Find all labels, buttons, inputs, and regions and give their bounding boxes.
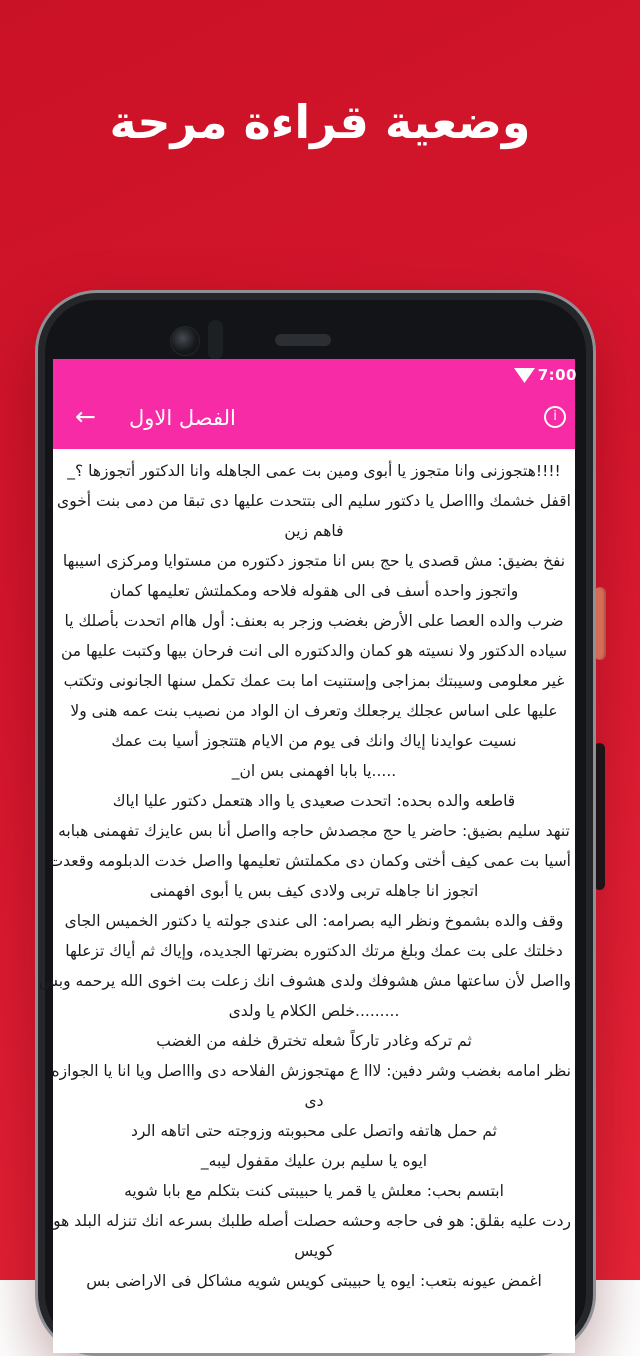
reader-line: ضرب والده العصا على الأرض بغضب وزجر به بعنف: أول هاام اتحدت بأصلك يا bbox=[64, 612, 564, 630]
reader-line: ايوه يا سليم برن عليك مقفول ليبه_ bbox=[200, 1152, 428, 1170]
reader-line: سياده الدكتور ولا نسيته هو كمان والدكتوره الى انت فرحان بيها وكتبت عليها من bbox=[60, 642, 567, 660]
reader-line: ردت عليه بقلق: هو فى حاجه وحشه حصلت أصله طلبك بسرعه انك تنزله البلد هو bbox=[53, 1212, 571, 1230]
status-bar bbox=[53, 359, 575, 387]
app-bar bbox=[53, 387, 575, 449]
reader-line: كويس bbox=[294, 1242, 334, 1260]
reader-line: دخلتك على بت عمك وبلغ مرتك الدكتوره بضرتها الجديده، وإياك ثم أياك تزعلها bbox=[65, 942, 563, 960]
reader-line: غير معلومى وسيبتك بمزاجى وإستنيت اما بت عمك تكمل سنها الجانونى وتكتب bbox=[63, 672, 565, 690]
reader-line: نفخ بضيق: مش قصدى يا حج بس انا متجوز دكتوره من مستوايا ومركزى اسيبها bbox=[62, 552, 566, 570]
reader-line: واتجوز واحده أسف فى الى هقوله فلاحه ومكملتش تعليمها كمان bbox=[109, 582, 519, 600]
info-button[interactable] bbox=[544, 406, 566, 428]
info-icon: i bbox=[553, 409, 557, 424]
app-bar-title: الفصل الاول bbox=[129, 406, 236, 430]
reader-line: أسيا بت عمى كيف أختى وكمان دى مكملتش تعليمها وااصل خدت الدبلومه وقعدت bbox=[48, 852, 571, 870]
reader-line: .....يا بابا افهمنى بس ان_ bbox=[231, 762, 397, 780]
earpiece-speaker-icon bbox=[275, 334, 331, 346]
phone-mockup bbox=[35, 290, 596, 1356]
reader-line: قاطعه والده بحده: اتحدت صعيدى يا وااد هتعمل دكتور عليا اياك bbox=[112, 792, 516, 810]
reader-line: فاهم زين bbox=[284, 522, 344, 540]
banner-title: وضعية قراءة مرحة bbox=[109, 95, 531, 149]
reader-line: نسيت عوايدنا إياك وانك فى يوم من الايام هتتجوز أسيا بت عمك bbox=[111, 732, 517, 750]
reader-line: تنهد سليم بضيق: حاضر يا حج مجصدش حاجه وااصل أنا بس عايزك تفهمنى هبابه bbox=[58, 822, 570, 840]
reader-line: ثم تركه وغادر تاركاً شعله تخترق خلفه من الغضب bbox=[156, 1032, 472, 1050]
reader-line: دى bbox=[304, 1092, 324, 1110]
reader-line: وقف والده بشموخ ونظر اليه بصرامه: الى عندى جولته يا دكتور الخميس الجاى bbox=[64, 912, 564, 930]
phone-screen bbox=[39, 359, 577, 1353]
reader-line: ابتسم بحب: معلش يا قمر يا حبيبتى كنت بتكلم مع بابا شويه bbox=[124, 1182, 504, 1200]
reader-line: عليها على اساس عجلك يرجعلك وتعرف ان الواد من نصيب بنت عمه هنى ولا bbox=[70, 702, 558, 720]
reader-line: اتجوز انا جاهله تربى ولادى كيف بس يا أبوى افهمنى bbox=[149, 882, 479, 900]
status-time: 7:00 bbox=[537, 366, 577, 384]
wifi-icon bbox=[514, 368, 535, 383]
reader-line: اغمض عيونه بتعب: ايوه يا حبيبتى كويس شويه مشاكل فى الاراضى بس bbox=[86, 1272, 542, 1290]
reader-line: وااصل لأن ساعتها مش هشوفك ولدى هشوف انك زعلت بت اخوى الله يرحمه وبس bbox=[39, 972, 571, 990]
reader-line: ثم حمل هاتفه واتصل على محبوبته وزوجته حتى اتاهه الرد bbox=[130, 1122, 497, 1140]
back-button[interactable]: ← bbox=[75, 402, 96, 431]
reader-line: نظر امامه بغضب وشر دفين: لااا ع مهتجوزش الفلاحه دى واااصل ويا انا يا الجوازه bbox=[51, 1062, 571, 1080]
app-header bbox=[53, 359, 575, 449]
reader-line: .........خلص الكلام يا ولدى bbox=[228, 1002, 400, 1020]
reader-line: !!!!هتجوزنى وانا متجوز يا أبوى ومين بت عمى الجاهله وانا الدكتور أتجوزها ؟_ bbox=[67, 462, 561, 480]
front-sensor-icon bbox=[208, 320, 223, 360]
front-camera-icon bbox=[170, 326, 200, 356]
reader-line: اقفل خشمك واااصل يا دكتور سليم الى بتتحدت عليها دى تبقا من دمى بنت أخوى : bbox=[46, 492, 571, 510]
reader-text[interactable] bbox=[39, 449, 575, 1296]
